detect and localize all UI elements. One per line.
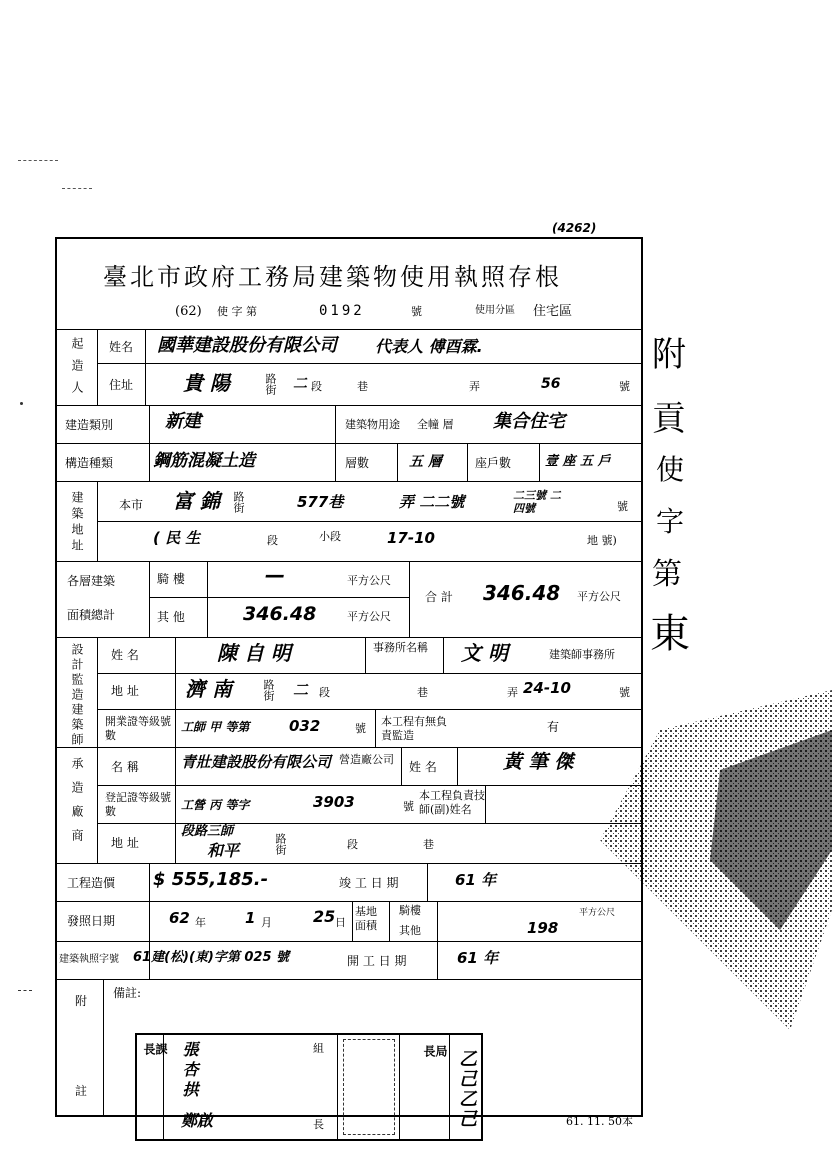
applicant-lane-label: 巷	[357, 380, 368, 393]
attach-label: 附	[75, 994, 88, 1008]
construction-type-label: 建造類別	[65, 418, 114, 432]
site-road-value: 富 錦	[173, 489, 220, 513]
architect-section-label: 設計監造建築師	[70, 643, 84, 748]
architect-number-prefix: 弄	[507, 686, 518, 699]
issue-day: 25	[313, 907, 336, 926]
scan-speckle	[20, 402, 23, 405]
architect-address-label: 地 址	[111, 684, 139, 698]
issue-label: 發照日期	[67, 914, 116, 928]
margin-char: 字	[656, 505, 685, 538]
contractor-road-label: 路街	[274, 833, 287, 855]
base-arcade-label: 騎樓	[399, 904, 421, 917]
contractor-register-label: 登記證等級號數	[105, 791, 171, 818]
issue-year: 62	[169, 909, 190, 927]
contractor-register-number: 3903	[313, 793, 355, 811]
applicant-road-label: 路街	[264, 373, 277, 395]
applicant-addr-section: 二	[293, 376, 307, 392]
margin-char: 第	[652, 557, 682, 592]
architect-addr-section: 二	[293, 681, 309, 699]
contractor-register-unit: 號	[403, 800, 414, 813]
arcade-label: 騎 樓	[157, 572, 185, 586]
stamp-grade: 組	[313, 1042, 324, 1055]
other-area-unit: 平方公尺	[347, 610, 391, 623]
stamp-name-2: 鄭啟	[181, 1111, 214, 1130]
applicant-addr-number: 56	[541, 376, 561, 392]
contractor-addr-road: 和平	[207, 841, 240, 860]
site-numbers-value: 二三號 二四號	[513, 489, 561, 516]
architect-office-value: 文 明	[461, 641, 508, 665]
cost-label: 工程造價	[67, 876, 116, 890]
architect-office-suffix: 建築師事務所	[549, 648, 615, 661]
architect-name-label: 姓 名	[111, 648, 139, 662]
margin-char: 貢	[652, 399, 686, 439]
applicant-rep-value: 代表人 傅酉霖.	[375, 337, 483, 356]
contractor-name-suffix: 營造廠公司	[339, 753, 394, 766]
note-label: 註	[75, 1084, 88, 1098]
architect-office-label: 事務所名稱	[373, 641, 428, 654]
total-area-unit: 平方公尺	[577, 590, 621, 603]
other-area-value: 346.48	[243, 603, 317, 625]
architect-license-value: 工師 甲 等第	[181, 720, 250, 734]
contractor-name-value: 青壯建設股份有限公司	[181, 753, 332, 771]
units-label: 座戶數	[475, 456, 512, 470]
site-road-label: 路街	[232, 491, 245, 513]
zoning-value: 住宅區	[533, 304, 573, 319]
base-area-label: 基地面積	[355, 905, 377, 933]
architect-addr-number: 24-10	[523, 679, 571, 697]
building-use-floor-note: 全幢 層	[417, 418, 454, 431]
approval-stamp-box	[135, 1033, 483, 1141]
stamp-name-1: 張杏拱	[180, 1041, 199, 1101]
contractor-name-label: 名 稱	[111, 760, 139, 774]
architect-supervise-label: 本工程有無負責監造	[381, 715, 447, 742]
stamp-chief: 長	[313, 1118, 324, 1131]
applicant-name-value: 國華建設股份有限公司	[157, 335, 337, 356]
issue-day-unit: 日	[335, 916, 346, 929]
site-section-label: 建築地址	[70, 491, 84, 555]
floors-label: 層數	[345, 456, 370, 470]
units-value: 壹 座 五 戶	[545, 454, 611, 469]
site-city-label: 本市	[119, 498, 144, 512]
contractor-address-label: 地 址	[111, 836, 139, 850]
site-alley-value: 弄 二二號	[399, 493, 465, 511]
applicant-addr-road: 貴 陽	[183, 371, 230, 395]
base-area-unit: 平方公尺	[579, 908, 616, 918]
floor-area-label-2: 面積總計	[67, 608, 116, 622]
floors-value: 五 層	[409, 454, 442, 470]
permit-prefix: 使 字 第	[217, 305, 257, 318]
contractor-section-unit: 段	[347, 838, 358, 851]
scan-speckle	[18, 990, 32, 997]
applicant-address-label: 住址	[109, 378, 134, 392]
form-title: 臺北市政府工務局建築物使用執照存根	[103, 263, 562, 291]
applicant-section-label: 起造人	[70, 337, 84, 403]
folded-page-shadow	[540, 690, 832, 1050]
architect-supervise-value: 有	[547, 720, 560, 734]
zoning-label: 使用分區	[475, 305, 515, 316]
remarks-label: 備註:	[113, 986, 142, 1000]
architect-addr-road: 濟 南	[185, 677, 232, 701]
applicant-section-unit: 段	[311, 380, 322, 393]
stamp-director: 局長	[422, 1045, 448, 1105]
contractor-register-value: 工營 丙 等字	[181, 798, 250, 812]
arcade-value: —	[265, 563, 285, 587]
building-permit-value: 61建(松)(東)字第 025 號	[133, 950, 290, 965]
inspector-seal	[343, 1039, 395, 1135]
number-suffix: 號	[411, 305, 422, 318]
start-label: 開 工 日 期	[347, 954, 407, 968]
site-lane-value: 577巷	[297, 493, 344, 511]
corner-note: (4262)	[552, 221, 597, 235]
applicant-lane-unit: 弄	[469, 380, 480, 393]
building-use-label: 建築物用途	[345, 418, 400, 431]
scan-speckle	[62, 188, 92, 191]
contractor-addr-note: 段路三師	[181, 824, 234, 839]
total-area-value: 346.48	[483, 581, 561, 605]
margin-char: 附	[652, 335, 686, 375]
site-subsection: 小段	[319, 530, 341, 543]
margin-char: 東	[650, 611, 690, 657]
scan-speckle	[18, 160, 58, 163]
director-signature: 乙己乙己	[456, 1049, 477, 1129]
year-code: (62)	[175, 304, 202, 319]
contractor-section-label: 承造廠商	[70, 757, 84, 853]
site-lot-value: 17-10	[387, 529, 435, 547]
cost-value: $ 555,185.-	[153, 869, 269, 890]
base-other-value: 198	[527, 919, 559, 937]
total-area-label: 合 計	[425, 590, 453, 604]
site-number-unit: 號	[617, 500, 628, 513]
completion-label: 竣 工 日 期	[339, 876, 399, 890]
site-district-section: 段	[267, 534, 278, 547]
architect-lane-label: 巷	[417, 686, 428, 699]
building-use-value: 集合住宅	[493, 411, 565, 432]
issue-year-unit: 年	[195, 916, 206, 929]
completion-value: 61 年	[455, 871, 497, 889]
issue-month: 1	[245, 909, 256, 927]
architect-license-number: 032	[289, 717, 321, 735]
contractor-person-value: 黃 筆 傑	[503, 751, 574, 773]
architect-number-unit: 號	[619, 686, 630, 699]
applicant-number-unit: 號	[619, 380, 630, 393]
architect-section-unit: 段	[319, 686, 330, 699]
construction-type-value: 新建	[165, 411, 201, 432]
architect-license-label: 開業證等級號數	[105, 715, 171, 742]
site-lot-unit: 地 號)	[587, 534, 617, 547]
architect-name-value: 陳 自 明	[217, 641, 291, 665]
start-value: 61 年	[457, 949, 499, 967]
architect-road-label: 路街	[262, 679, 275, 701]
stamp-label-section-chief: 課長	[142, 1043, 168, 1095]
contractor-lane-label: 巷	[423, 838, 434, 851]
structure-label: 構造種類	[65, 456, 114, 470]
permit-number: 0192	[319, 303, 365, 319]
applicant-name-label: 姓名	[109, 340, 134, 354]
issue-month-unit: 月	[261, 916, 272, 929]
print-code: 61. 11. 50本	[566, 1115, 633, 1128]
other-area-label: 其 他	[157, 610, 185, 624]
margin-char: 使	[656, 453, 685, 486]
contractor-tech-label: 本工程負責技師(副)姓名	[419, 789, 485, 816]
contractor-person-label: 姓 名	[409, 760, 437, 774]
building-permit-label: 建築執照字號	[59, 954, 119, 965]
arcade-unit: 平方公尺	[347, 574, 391, 587]
base-other-label: 其他	[399, 924, 421, 937]
site-district-value: ( 民 生	[153, 529, 201, 547]
floor-area-label-1: 各層建築	[67, 574, 116, 588]
structure-value: 鋼筋混凝土造	[153, 451, 255, 471]
architect-license-unit: 號	[355, 722, 366, 735]
